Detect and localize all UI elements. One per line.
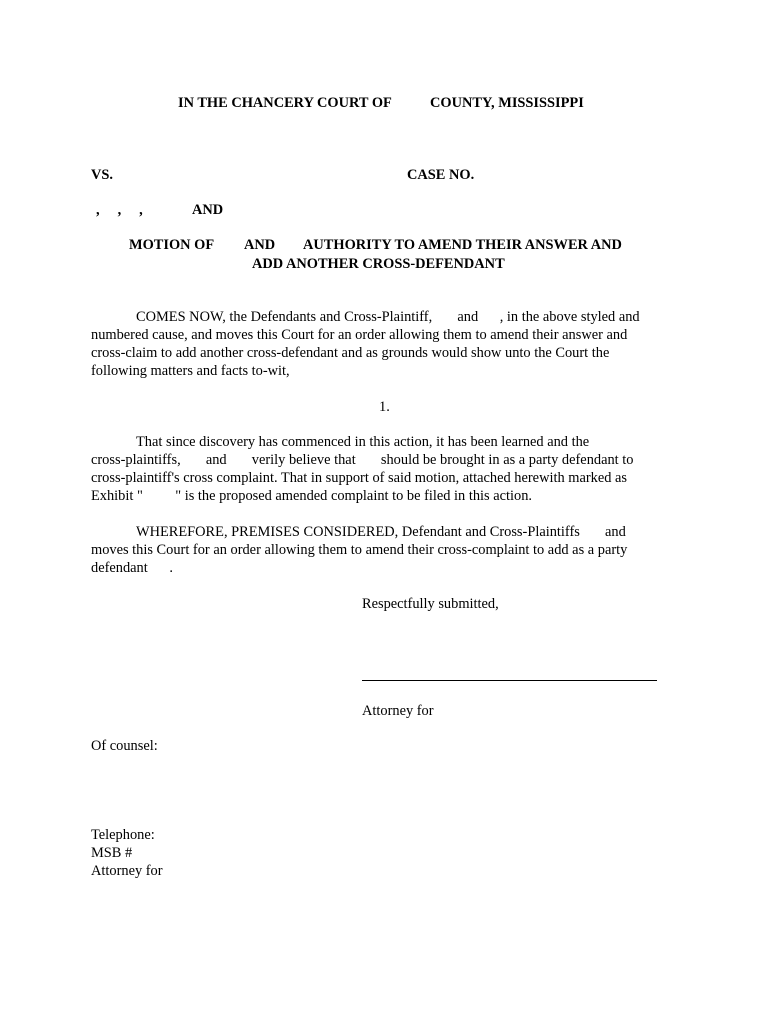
county-state: COUNTY, MISSISSIPPI [430,95,584,111]
title-motion-of: MOTION OF [129,237,215,253]
title-authority: AUTHORITY TO AMEND THEIR ANSWER AND [303,237,622,253]
respectfully-submitted: Respectfully submitted, [362,596,499,612]
title-line-2: ADD ANOTHER CROSS-DEFENDANT [252,256,505,272]
counsel-attorney-for: Attorney for [91,863,163,879]
msb-label: MSB # [91,845,133,861]
paragraph-2-line-2: cross-plaintiffs, and verily believe that should be brought in as a party defendant to [91,452,634,468]
signature-line [362,680,657,681]
title-and: AND [244,237,276,253]
case-number-label: CASE NO. [407,167,475,183]
paragraph-2-line-3: cross-plaintiff's cross complaint. That in support of said motion, attached herewith marked as [91,470,627,486]
of-counsel-label: Of counsel: [91,738,158,754]
paragraph-1-line-3: cross-claim to add another cross-defendant and as grounds would show unto the Court the [91,345,610,361]
paragraph-1-line-4: following matters and facts to-wit, [91,363,290,379]
signature-attorney-for: Attorney for [362,703,434,719]
paragraph-2-line-4: Exhibit " " is the proposed amended complaint to be filed in this action. [91,488,532,504]
party-and: AND [192,202,224,218]
section-number: 1. [379,399,390,415]
paragraph-3-line-1: WHEREFORE, PREMISES CONSIDERED, Defendant and Cross-Plaintiffs and [136,524,626,540]
paragraph-2-line-1: That since discovery has commenced in this action, it has been learned and the [136,434,590,450]
paragraph-1-line-2: numbered cause, and moves this Court for an order allowing them to amend their answer and [91,327,628,343]
paragraph-3-line-2: moves this Court for an order allowing them to amend their cross-complaint to add as a party [91,542,628,558]
party-separators: , , , [96,202,143,218]
court-name: IN THE CHANCERY COURT OF [178,95,392,111]
paragraph-3-line-3: defendant . [91,560,173,576]
versus-label: VS. [91,167,113,183]
paragraph-1-line-1: COMES NOW, the Defendants and Cross-Plaintiff, and , in the above styled and [136,309,640,325]
telephone-label: Telephone: [91,827,155,843]
